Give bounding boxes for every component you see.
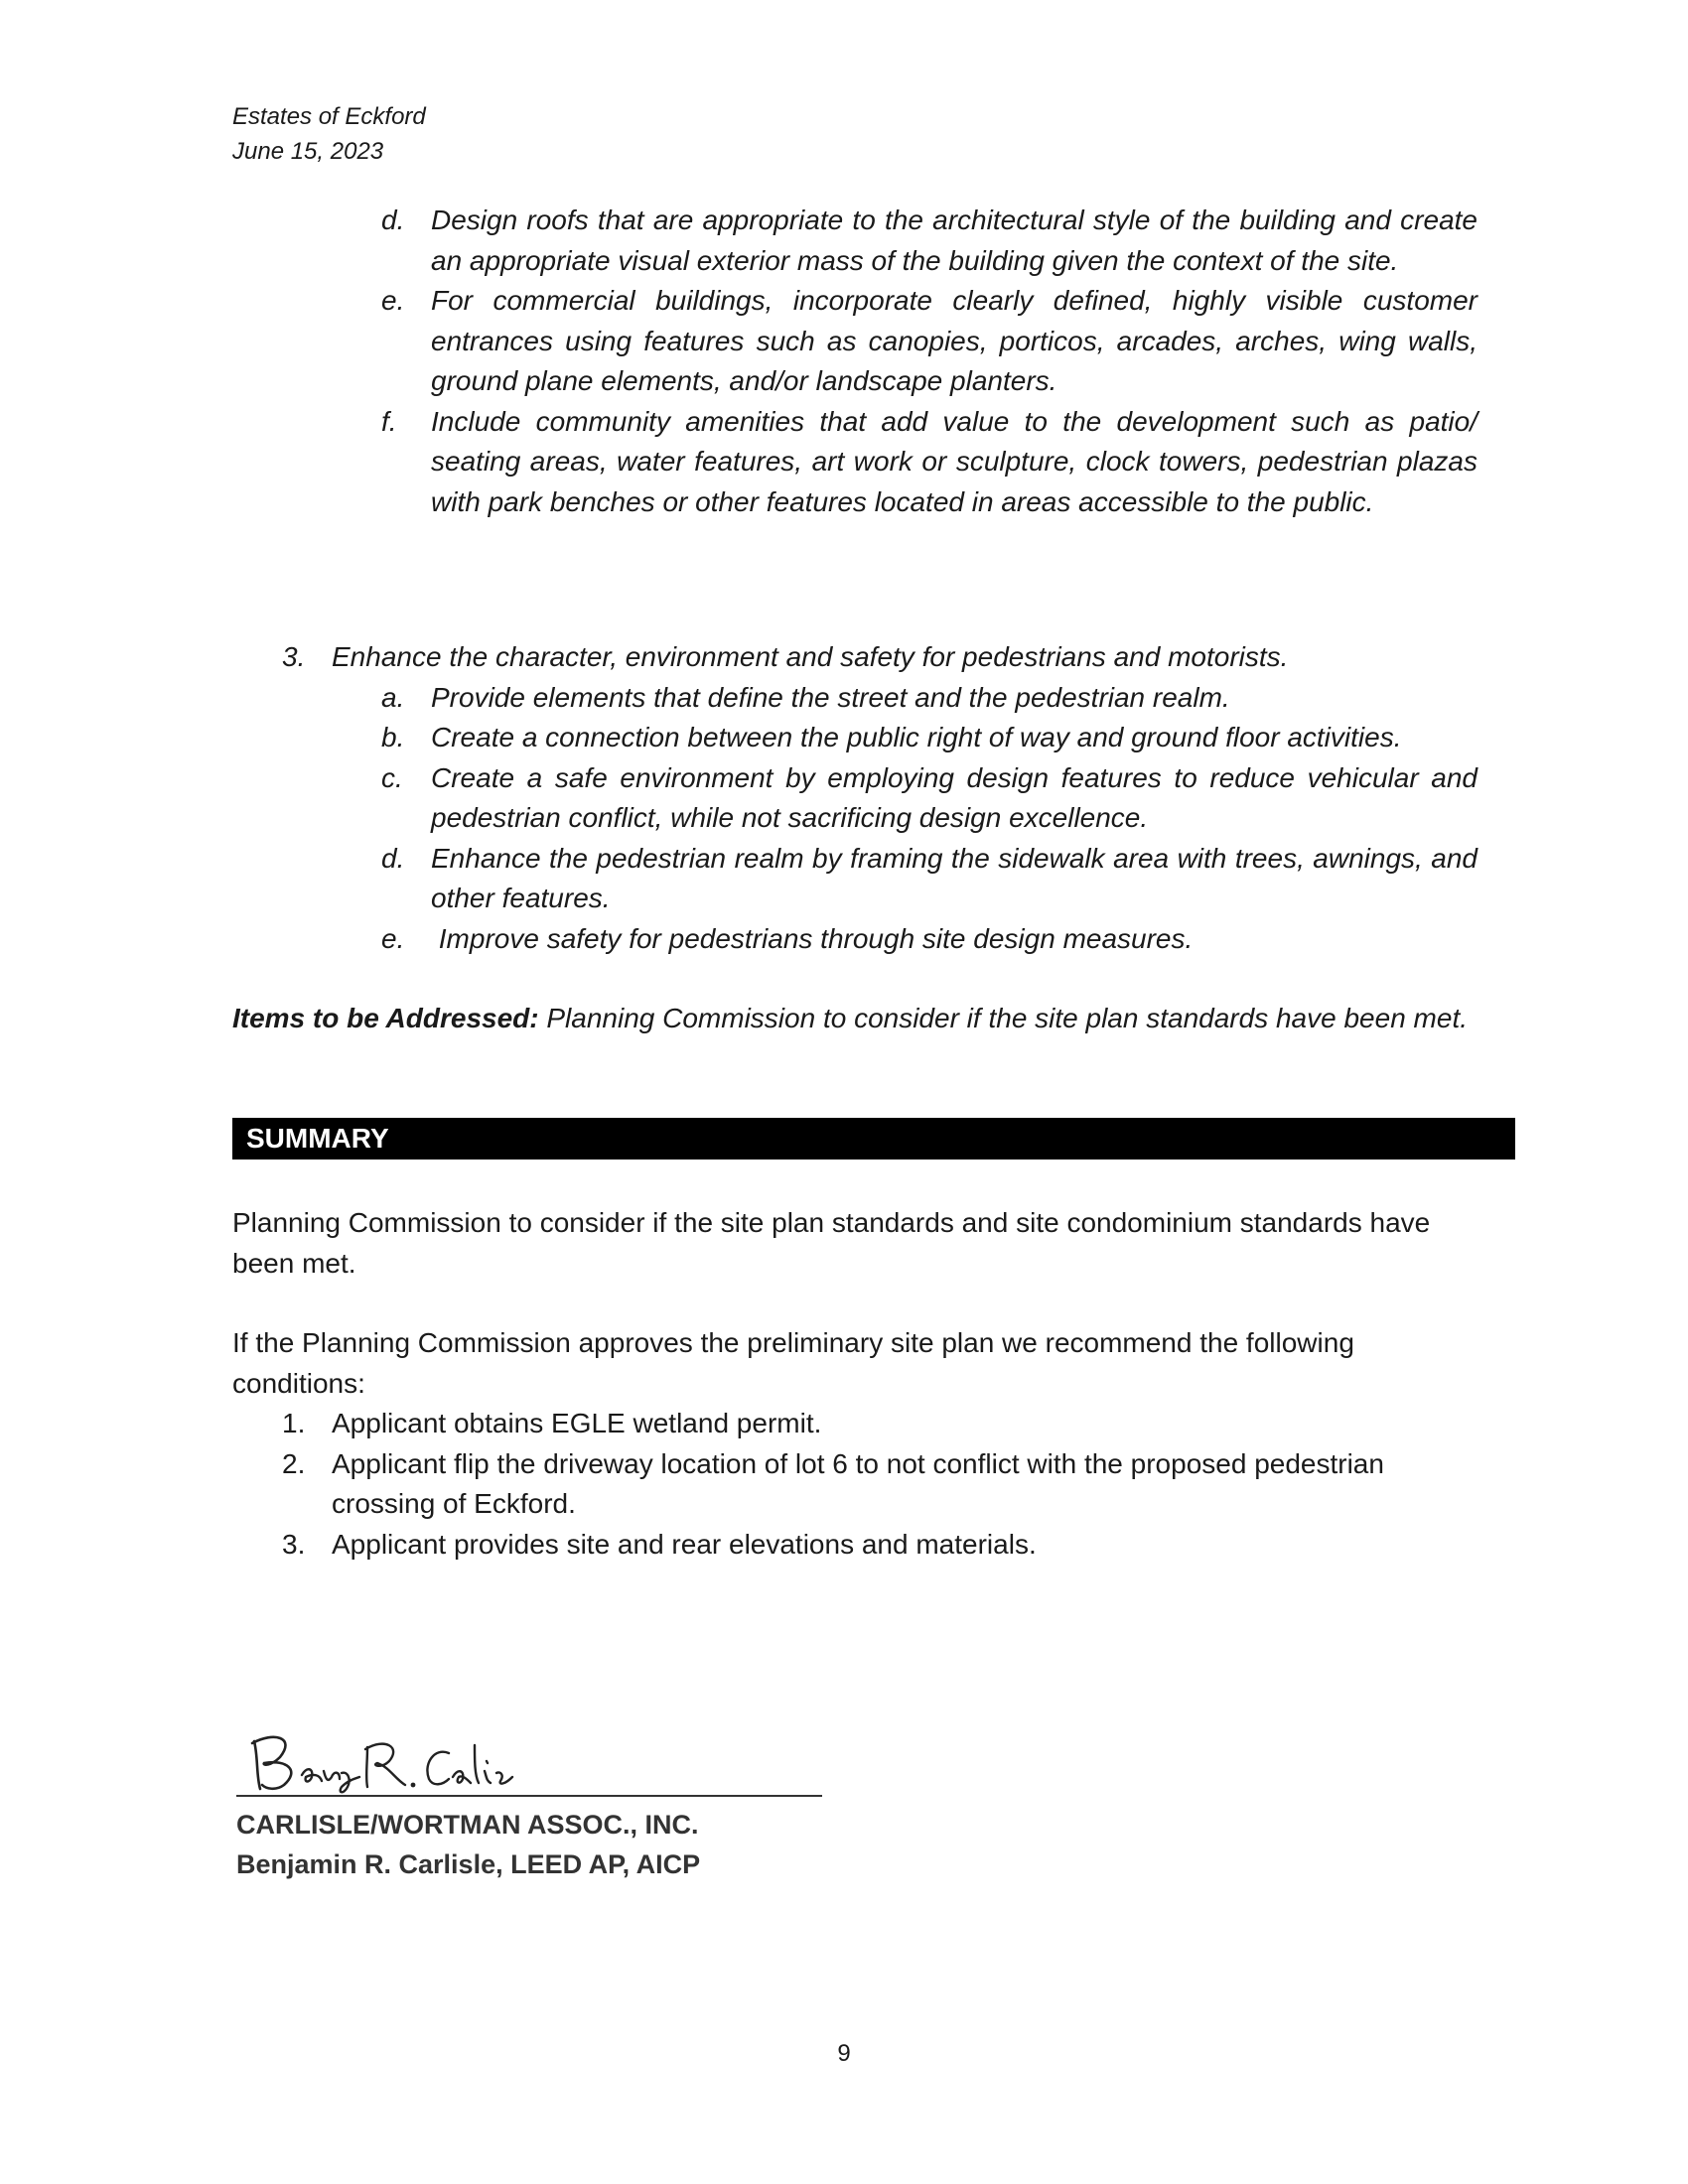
list-item-text: Create a safe environment by employing design features to reduce vehicular and pedestrian conflict, while not sacrificing design excellence. bbox=[431, 761, 1477, 833]
signatory-block bbox=[236, 1805, 700, 1884]
list-item-text: Applicant provides site and rear elevations and materials. bbox=[332, 1528, 1037, 1560]
list-item bbox=[381, 678, 1477, 719]
header-title: Estates of Eckford bbox=[232, 103, 426, 130]
conditions-intro: If the Planning Commission approves the preliminary site plan we recommend the following conditions: bbox=[232, 1327, 1354, 1399]
list-item-text: Applicant obtains EGLE wetland permit. bbox=[332, 1408, 822, 1438]
items-to-be-addressed bbox=[232, 999, 1477, 1039]
section-number: 3. bbox=[282, 641, 306, 672]
section-3-sublist bbox=[381, 678, 1477, 960]
items-text: Planning Commission to consider if the site plan standards have been met. bbox=[538, 1003, 1468, 1033]
signature-line bbox=[236, 1795, 822, 1797]
list-item bbox=[381, 919, 1477, 960]
list-item bbox=[381, 402, 1477, 523]
signatory-name: Benjamin R. Carlisle, LEED AP, AICP bbox=[236, 1849, 701, 1879]
summary-paragraph: Planning Commission to consider if the site plan standards and site condominium standards have been met. bbox=[232, 1207, 1431, 1279]
header-date: June 15, 2023 bbox=[232, 138, 384, 165]
list-item-text: Provide elements that define the street and the pedestrian realm. bbox=[431, 681, 1230, 713]
list-item bbox=[381, 839, 1477, 919]
summary-heading: SUMMARY bbox=[232, 1118, 1515, 1160]
section-heading: Enhance the character, environment and safety for pedestrians and motorists. bbox=[332, 641, 1289, 672]
list-marker: 3. bbox=[282, 1528, 306, 1560]
list-item-text: Include community amenities that add value to the development such as patio/ seating areas, water features, art work or sculpture, clock towers, pedestrian plazas with park benches or other features located in areas accessible to the public. bbox=[431, 405, 1477, 517]
list-marker: 2. bbox=[282, 1447, 306, 1479]
list-item-text: Create a connection between the public right of way and ground floor activities. bbox=[431, 722, 1402, 752]
list-item-text: Improve safety for pedestrians through site design measures. bbox=[431, 922, 1194, 954]
document-header bbox=[232, 99, 426, 169]
list-item-text: Enhance the pedestrian realm by framing the sidewalk area with trees, awnings, and other features. bbox=[431, 842, 1477, 913]
list-marker: e. bbox=[381, 285, 405, 316]
list-item bbox=[282, 1444, 1477, 1525]
items-label: Items to be Addressed: bbox=[232, 1003, 539, 1033]
list-item-text: Applicant flip the driveway location of lot 6 to not conflict with the proposed pedestrian crossing of Eckford. bbox=[332, 1447, 1384, 1519]
section-3 bbox=[282, 637, 1477, 959]
list-marker: e. bbox=[381, 922, 405, 954]
conditions-list bbox=[282, 1404, 1477, 1565]
handwritten-signature bbox=[244, 1727, 562, 1799]
list-item bbox=[381, 201, 1477, 281]
list-item-text: For commercial buildings, incorporate clearly defined, highly visible customer entrances using features such as canopies, porticos, arcades, arches, wing walls, ground plane elements, and/or landscape planters. bbox=[431, 285, 1477, 396]
list-marker: d. bbox=[381, 205, 405, 235]
list-item bbox=[282, 1525, 1477, 1566]
list-marker: b. bbox=[381, 722, 405, 752]
firm-name: CARLISLE/WORTMAN ASSOC., INC. bbox=[236, 1810, 699, 1840]
list-item bbox=[282, 1404, 1477, 1444]
list-item bbox=[381, 281, 1477, 402]
list-marker: d. bbox=[381, 842, 405, 874]
list-marker: 1. bbox=[282, 1408, 306, 1438]
page-number: 9 bbox=[837, 2040, 851, 2067]
list-item bbox=[381, 718, 1477, 758]
list-marker: c. bbox=[381, 761, 403, 793]
list-item-text: Design roofs that are appropriate to the architectural style of the building and create an appropriate visual exterior mass of the building given the context of the site. bbox=[431, 205, 1477, 276]
list-marker: f. bbox=[381, 405, 397, 437]
design-standards-list bbox=[381, 201, 1477, 522]
list-marker: a. bbox=[381, 681, 405, 713]
list-item bbox=[381, 758, 1477, 839]
